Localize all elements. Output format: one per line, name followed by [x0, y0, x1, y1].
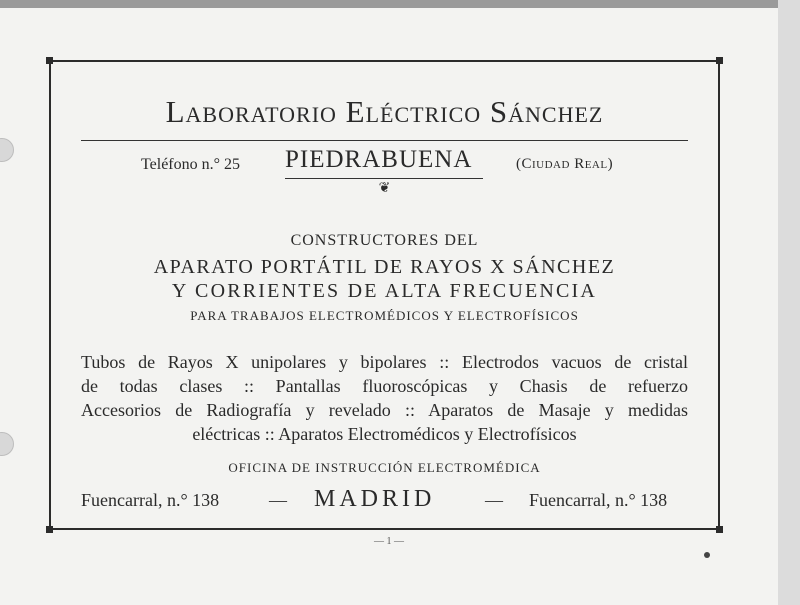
address-left: Fuencarral, n.° 138 — [81, 490, 220, 510]
address-dash: — — [269, 490, 287, 510]
catalog-line: Tubos de Rayos X unipolares y bipolares :: Electrodos vacuos de cristal — [81, 352, 688, 372]
address-right: Fuencarral, n.° 138 — [529, 490, 668, 510]
frame-corner — [46, 526, 53, 533]
page-number: — 1 — — [374, 536, 404, 547]
scan-top-edge — [0, 0, 800, 8]
scan-right-edge — [778, 0, 800, 605]
punch-hole — [0, 138, 14, 162]
products-lead: CONSTRUCTORES DEL — [290, 232, 479, 249]
town-name: PIEDRABUENA — [285, 146, 473, 173]
page-frame — [49, 60, 720, 530]
punch-hole — [0, 432, 14, 456]
catalog-text — [81, 350, 688, 446]
ink-speck — [704, 552, 710, 558]
town-rule — [285, 178, 483, 179]
frame-corner — [716, 526, 723, 533]
title-rule — [81, 140, 688, 141]
office-label: OFICINA DE INSTRUCCIÓN ELECTROMÉDICA — [228, 460, 541, 475]
ornament-icon: ❦ — [378, 181, 391, 196]
address-dash: — — [485, 490, 503, 510]
company-title: Laboratorio Eléctrico Sánchez — [165, 94, 604, 129]
document-page — [0, 8, 778, 605]
frame-corner — [716, 57, 723, 64]
catalog-line: eléctricas :: Aparatos Electromédicos y Electrofísicos — [192, 424, 577, 444]
catalog-line: Accesorios de Radiografía y revelado :: Aparatos de Masaje y medidas — [81, 400, 688, 420]
region-name: (Ciudad Real) — [516, 156, 614, 172]
phone-number: Teléfono n.° 25 — [141, 156, 241, 173]
frame-corner — [46, 57, 53, 64]
city-name: MADRID — [314, 486, 436, 512]
catalog-line: de todas clases :: Pantallas fluoroscópicas y Chasis de refuerzo — [81, 376, 688, 396]
products-line-1: APARATO PORTÁTIL DE RAYOS X SÁNCHEZ — [153, 256, 616, 278]
products-line-3: PARA TRABAJOS ELECTROMÉDICOS Y ELECTROFÍSICOS — [190, 308, 579, 323]
products-line-2: Y CORRIENTES DE ALTA FRECUENCIA — [171, 280, 598, 302]
